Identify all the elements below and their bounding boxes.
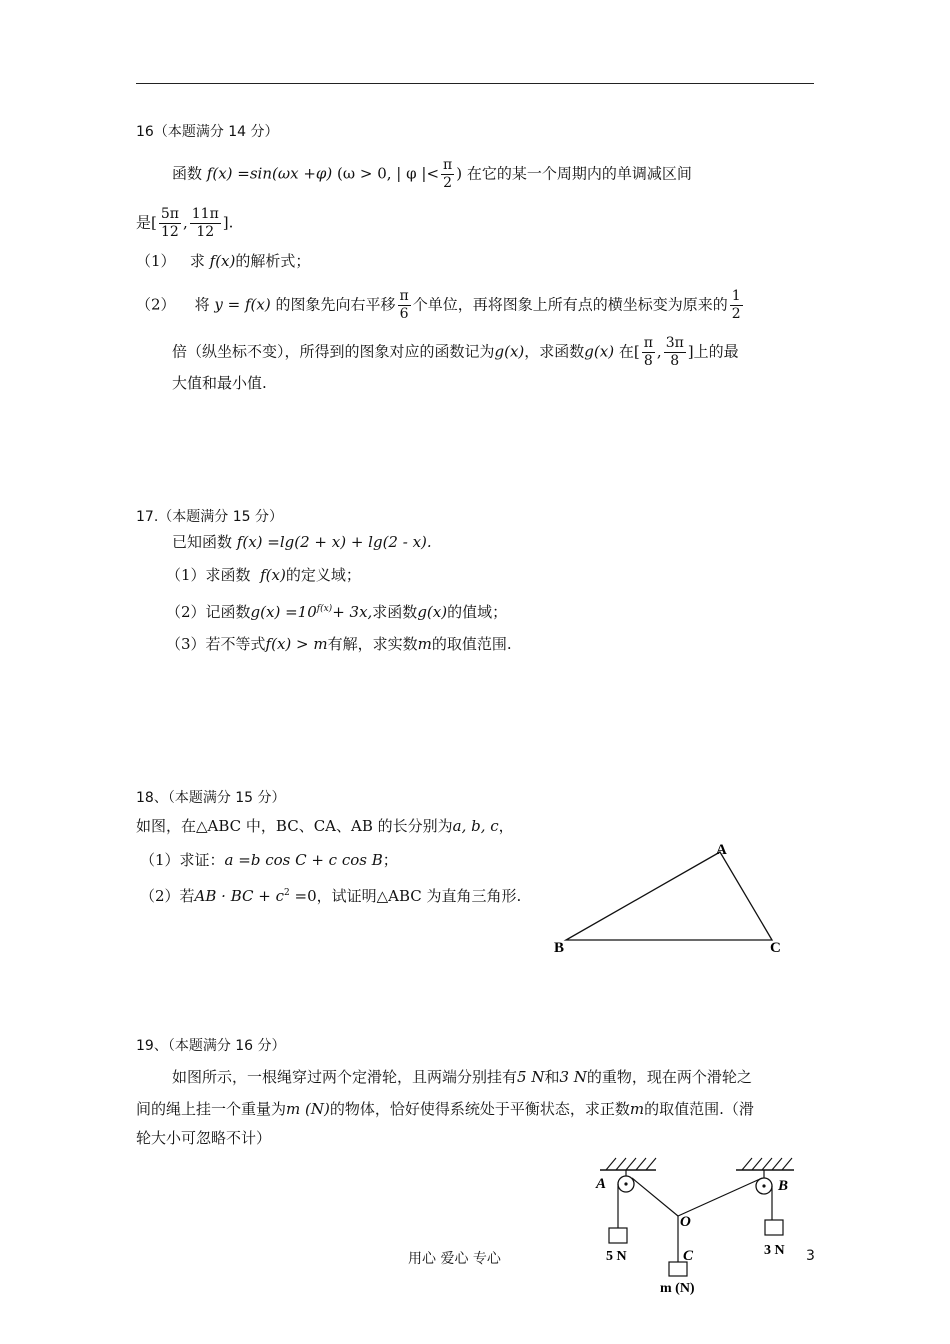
header-rule (136, 83, 814, 84)
weight-left (609, 1228, 627, 1243)
footer-motto: 用心 爱心 专心 (408, 1251, 501, 1267)
q16-intro: 函数 f(x) =sin(ωx +φ) (ω > 0, | φ |< $\frac{\pi}{2}$ ) 在它的某一个周期内的单调减区间 (172, 157, 692, 191)
label-a: A (716, 842, 727, 858)
q19-line1: 如图所示，一根绳穿过两个定滑轮，且两端分别挂有5 N和3 N的重物，现在两个滑轮之 (172, 1068, 752, 1086)
label-a: A (596, 1176, 607, 1192)
q16-part2-line3: 大值和最小值. (172, 374, 267, 392)
q16-part2-line1: （2） 将 y = f(x) 的图象先向右平移 $\frac{\pi}{6}$ 个单位，再将图象上所有点的横坐标变为原来的 $\frac{1}{2}$ (136, 288, 741, 322)
weight-middle (669, 1262, 687, 1276)
q17-intro: 已知函数 f(x) =lg(2 + x) + lg(2 - x). (172, 533, 432, 551)
q18-title: 18、（本题满分 15 分） (136, 790, 286, 806)
label-right-weight: 3 N (764, 1243, 785, 1258)
q17-title: 17.（本题满分 15 分） (136, 509, 283, 525)
label-o: O (680, 1214, 691, 1230)
label-b: B (778, 1178, 789, 1194)
q19-line3: 轮大小可忽略不计） (136, 1129, 272, 1147)
label-middle-weight: m (N) (660, 1281, 695, 1296)
right-ceiling-hatch (742, 1158, 792, 1170)
rope-ao (632, 1178, 678, 1216)
q16-title: 16（本题满分 14 分） (136, 124, 279, 140)
label-b: B (554, 940, 565, 956)
label-left-weight: 5 N (606, 1249, 627, 1264)
pulley-figure (590, 1150, 810, 1300)
left-ceiling-hatch (606, 1158, 656, 1170)
q17-part2: （2）记函数$g(x) =10^{f(x)}+ 3x$,求函数g(x)的值域； (166, 603, 508, 621)
q17-part1: （1）求函数 f(x)的定义域； (166, 566, 361, 584)
q16-pi-over-2: $\frac{\pi}{2}$ (443, 157, 453, 191)
q19-line2: 间的绳上挂一个重量为m (N)的物体，恰好使得系统处于平衡状态，求正数m的取值范围.（滑 (136, 1100, 754, 1118)
weight-right (765, 1220, 783, 1235)
rope-ob (678, 1179, 760, 1216)
label-c: C (683, 1248, 694, 1264)
q18-part1: （1）求证：a =b cos C + c cos B； (140, 851, 398, 869)
page-number: 3 (806, 1248, 815, 1264)
triangle-figure (540, 830, 800, 960)
label-c: C (770, 940, 781, 956)
q16-interval: 是[ $\frac{5\pi}{12}$ , $\frac{11\pi}{12}$ ]. (136, 206, 234, 240)
triangle-abc (566, 852, 772, 940)
q18-part2: （2）若AB · BC + $c^2 =0$，试证明△ABC 为直角三角形. (140, 887, 522, 905)
q16-part1: （1） 求 f(x)的解析式； (136, 252, 311, 270)
q17-part3: （3）若不等式f(x) > m有解，求实数m的取值范围. (166, 635, 512, 653)
q18-line1: 如图，在△ABC 中，BC、CA、AB 的长分别为a, b, c， (136, 817, 514, 835)
q19-title: 19、（本题满分 16 分） (136, 1038, 286, 1054)
q16-part2-line2: 倍（纵坐标不变），所得到的图象对应的函数记为g(x)，求函数g(x) 在[ $\frac{\pi}{8}$ , $\frac{3\pi}{8}$ ]上的最 (172, 335, 739, 369)
